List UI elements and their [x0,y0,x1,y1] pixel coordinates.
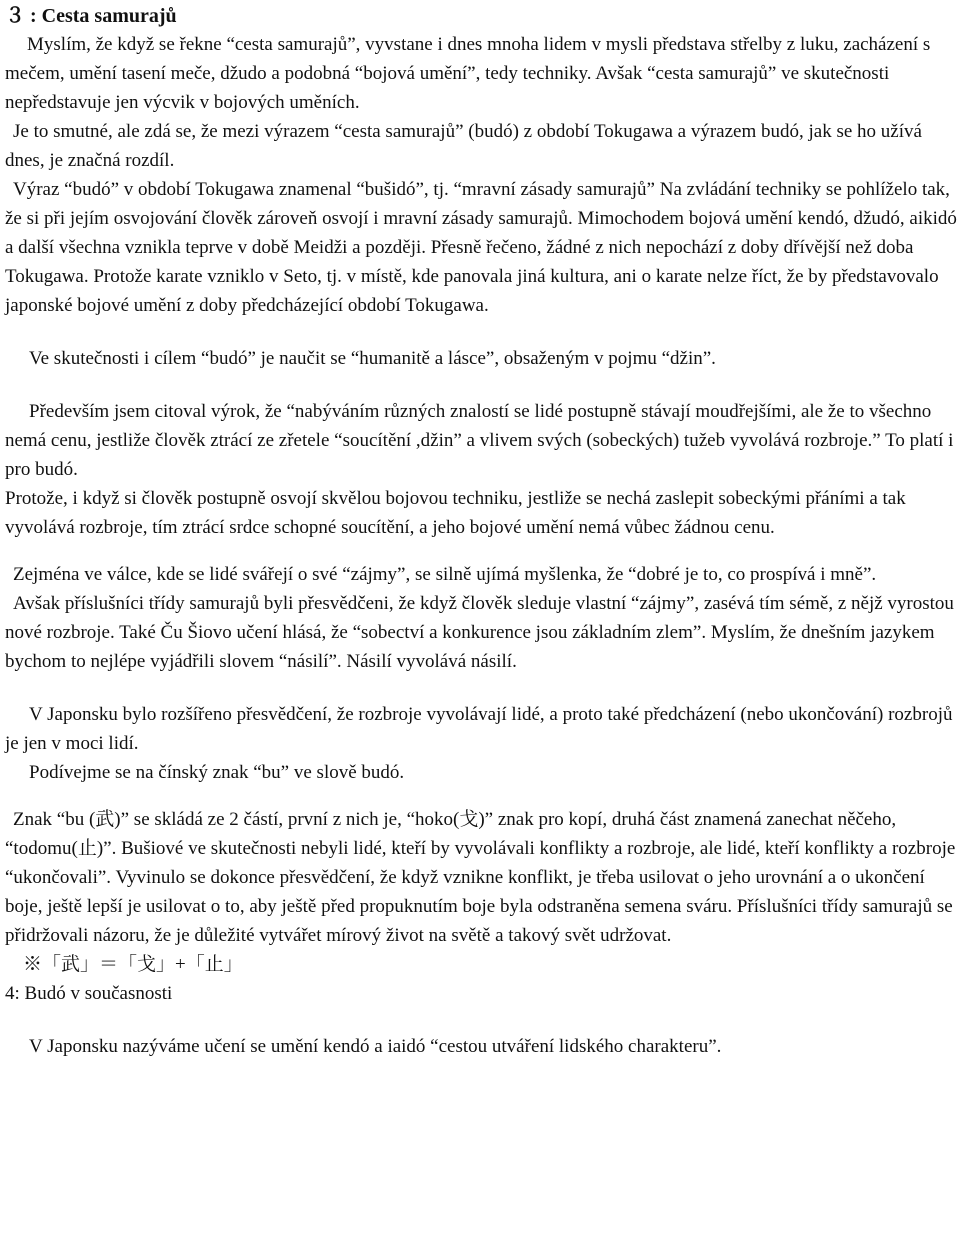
paragraph: Znak “bu (武)” se skládá ze 2 částí, první z nich je, “hoko(戈)” znak pro kopí, druhá část znamená zanechat něčeho, “todomu(止)”. Bušiové ve skutečnosti nebyli lidé, kteří by vyvolávali konflikty a rozbroje, ale lidé, kteří konflikty a rozbroje “ukončovali”. Vyvinulo se dokonce přesvědčení, že když vznikne konflikt, je třeba usilovat o jeho urovnání a o ukončení boje, ještě lepší je usilovat o to, aby ještě před propuknutím boje byla odstraněna semena sváru. Příslušníci třídy samurajů se přidržovali názoru, že je důležité vytvářet mírový život na světě a takový svět udržovat. [5,809,956,946]
paragraph: Především jsem citoval výrok, že “nabýváním různých znalostí se lidé postupně stávají moudřejšími, ale že to všechno nemá cenu, jestliže člověk ztrácí ze zřetele “soucítění ,džin” a vlivem svých (sobeckých) tužeb vyvolává rozbroje.” To platí i pro budó. [5,401,954,480]
paragraph: V Japonsku nazýváme učení se umění kendó a iaidó “cestou utváření lidského charakteru”. [29,1036,722,1057]
paragraph: Je to smutné, ale zdá se, že mezi výrazem “cesta samurajů” (budó) z období Tokugawa a výrazem budó, jak se ho užívá dnes, je značná rozdíl. [5,121,922,171]
paragraph: Zejména ve válce, kde se lidé svářejí o své “zájmy”, se silně ujímá myšlenka, že “dobré je to, co prospívá i mně”. [13,564,877,585]
paragraph: Avšak příslušníci třídy samurajů byli přesvědčeni, že když člověk sleduje vlastní “zájmy”, zasévá tím sémě, z nějž vyrostou nové rozbroje. Také Ču Šiovo učení hlásá, že “sobectví a konkurence jsou základním zlem”. Myslím, že dnešním jazykem bychom to nejlépe vyjádřili slovem “násilí”. Násilí vyvolává násilí. [5,593,954,672]
paragraph: Ve skutečnosti i cílem “budó” je naučit se “humanitě a lásce”, obsaženým v pojmu “džin”. [29,348,716,369]
section-heading: 4: Budó v současnosti [5,983,173,1004]
paragraph: Myslím, že když se řekne “cesta samurajů”, vyvstane i dnes mnoha lidem v mysli představa střelby z luku, zacházení s mečem, umění tasení meče, džudo a podobná “bojová umění”, tedy techniky. Avšak “cesta samurajů” ve skutečnosti nepředstavuje jen výcvik v bojových uměních. [5,34,931,113]
kanji-note: ※「武」＝「戈」+「止」 [23,954,243,975]
section-heading: ３ : Cesta samurajů [5,5,177,27]
paragraph: Protože, i když si člověk postupně osvojí skvělou bojovou techniku, jestliže se nechá zaslepit sobeckými přáními a tak vyvolává rozbroje, tím ztrácí srdce schopné soucítění, a jeho bojové umění nemá vůbec žádnou cenu. [5,488,906,538]
paragraph: V Japonsku bylo rozšířeno přesvědčení, že rozbroje vyvolávají lidé, a proto také předcházení (nebo ukončování) rozbrojů je jen v moci lidí. [5,704,953,754]
document-page [5,0,958,1061]
paragraph: Podívejme se na čínský znak “bu” ve slově budó. [29,762,405,783]
paragraph: Výraz “budó” v období Tokugawa znamenal “bušidó”, tj. “mravní zásady samurajů” Na zvládání techniky se pohlíželo tak, že si při jejím osvojování člověk zároveň osvojí i mravní zásady samurajů. Mimochodem bojová umění kendó, džudó, aikidó a další všechna vznikla teprve v době Meidži a později. Přesně řečeno, žádné z nich nepochází z doby dřívější než doba Tokugawa. Protože karate vzniklo v Seto, tj. v místě, kde panovala jiná kultura, ani o karate nelze říct, že by představovalo japonské bojové umění z doby předcházející období Tokugawa. [5,179,957,316]
